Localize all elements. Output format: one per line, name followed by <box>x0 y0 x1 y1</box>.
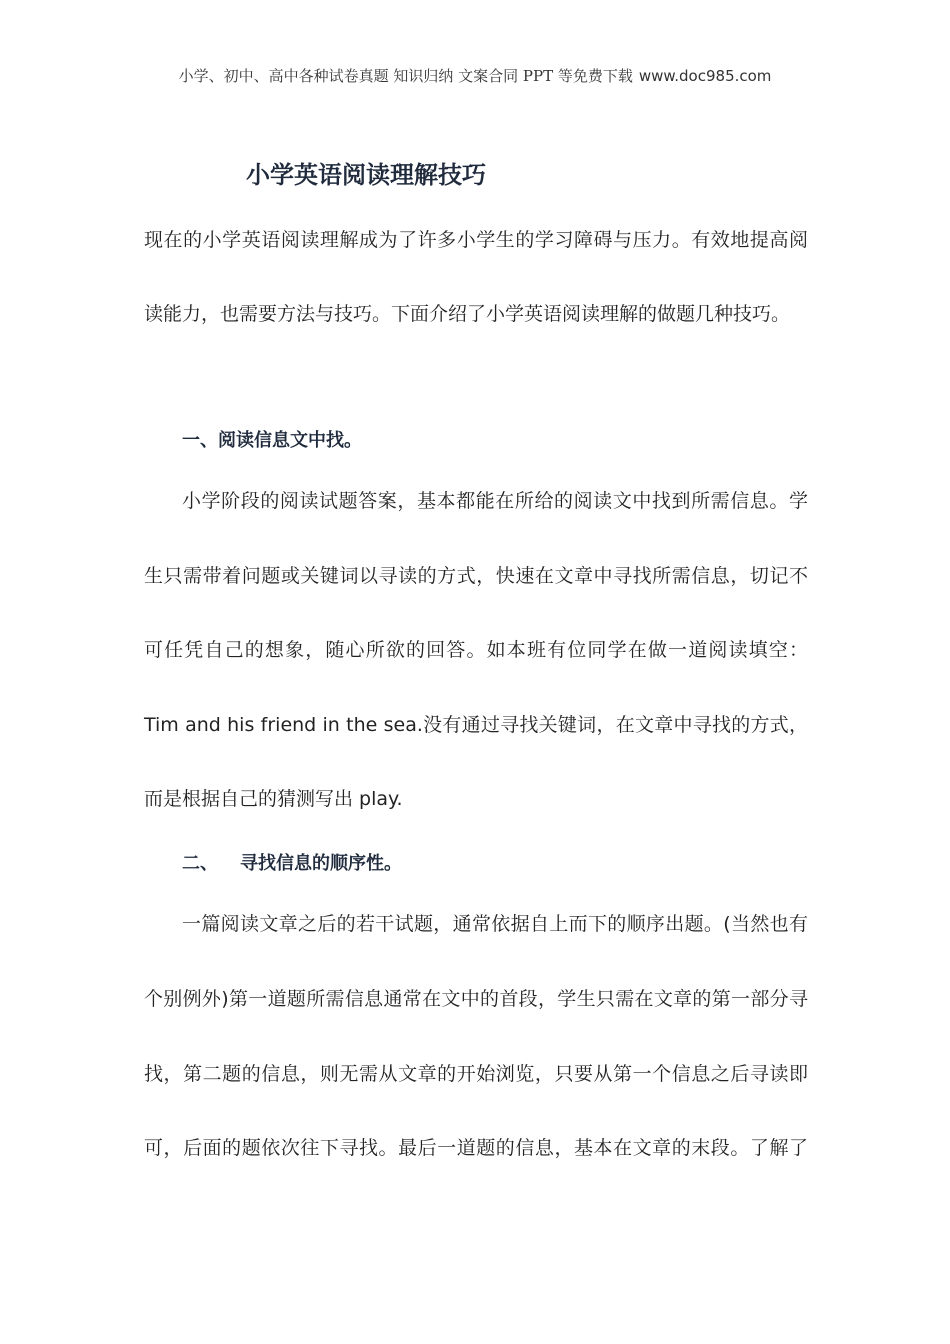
section-1-line-1: 小学阶段的阅读试题答案，基本都能在所给的阅读文中找到所需信息。学 <box>182 490 808 512</box>
section-2-number: 二、 <box>182 853 218 874</box>
section-2-line-1: 一篇阅读文章之后的若干试题，通常依据自上而下的顺序出题。(当然也有 <box>182 913 808 935</box>
section-1-line-2: 生只需带着问题或关键词以寻读的方式，快速在文章中寻找所需信息，切记不 <box>144 565 808 587</box>
page-header <box>0 65 950 86</box>
header-site[interactable]: www.doc985.com <box>638 67 772 85</box>
intro-line-2: 读能力，也需要方法与技巧。下面介绍了小学英语阅读理解的做题几种技巧。 <box>144 303 791 325</box>
header-text: 小学、初中、高中各种试卷真题 知识归纳 文案合同 PPT 等免费下载 <box>178 67 633 85</box>
document-title: 小学英语阅读理解技巧 <box>246 161 486 189</box>
section-1-line-4: Tim and his friend in the sea.没有通过寻找关键词，在文章中寻找的方式， <box>144 714 808 736</box>
section-2-line-3: 找，第二题的信息，则无需从文章的开始浏览，只要从第一个信息之后寻读即 <box>144 1063 808 1085</box>
section-1-heading: 一、阅读信息文中找。 <box>182 430 362 451</box>
section-2-line-4: 可，后面的题依次往下寻找。最后一道题的信息，基本在文章的末段。了解了 <box>144 1137 808 1159</box>
intro-line-1: 现在的小学英语阅读理解成为了许多小学生的学习障碍与压力。有效地提高阅 <box>144 229 808 251</box>
section-2-title: 寻找信息的顺序性。 <box>240 853 402 874</box>
section-1-line-5: 而是根据自己的猜测写出 play. <box>144 788 403 810</box>
section-2-heading <box>182 849 402 875</box>
section-1-line-3: 可任凭自己的想象，随心所欲的回答。如本班有位同学在做一道阅读填空： <box>144 639 808 661</box>
section-2-line-2: 个别例外)第一道题所需信息通常在文中的首段，学生只需在文章的第一部分寻 <box>144 988 808 1010</box>
